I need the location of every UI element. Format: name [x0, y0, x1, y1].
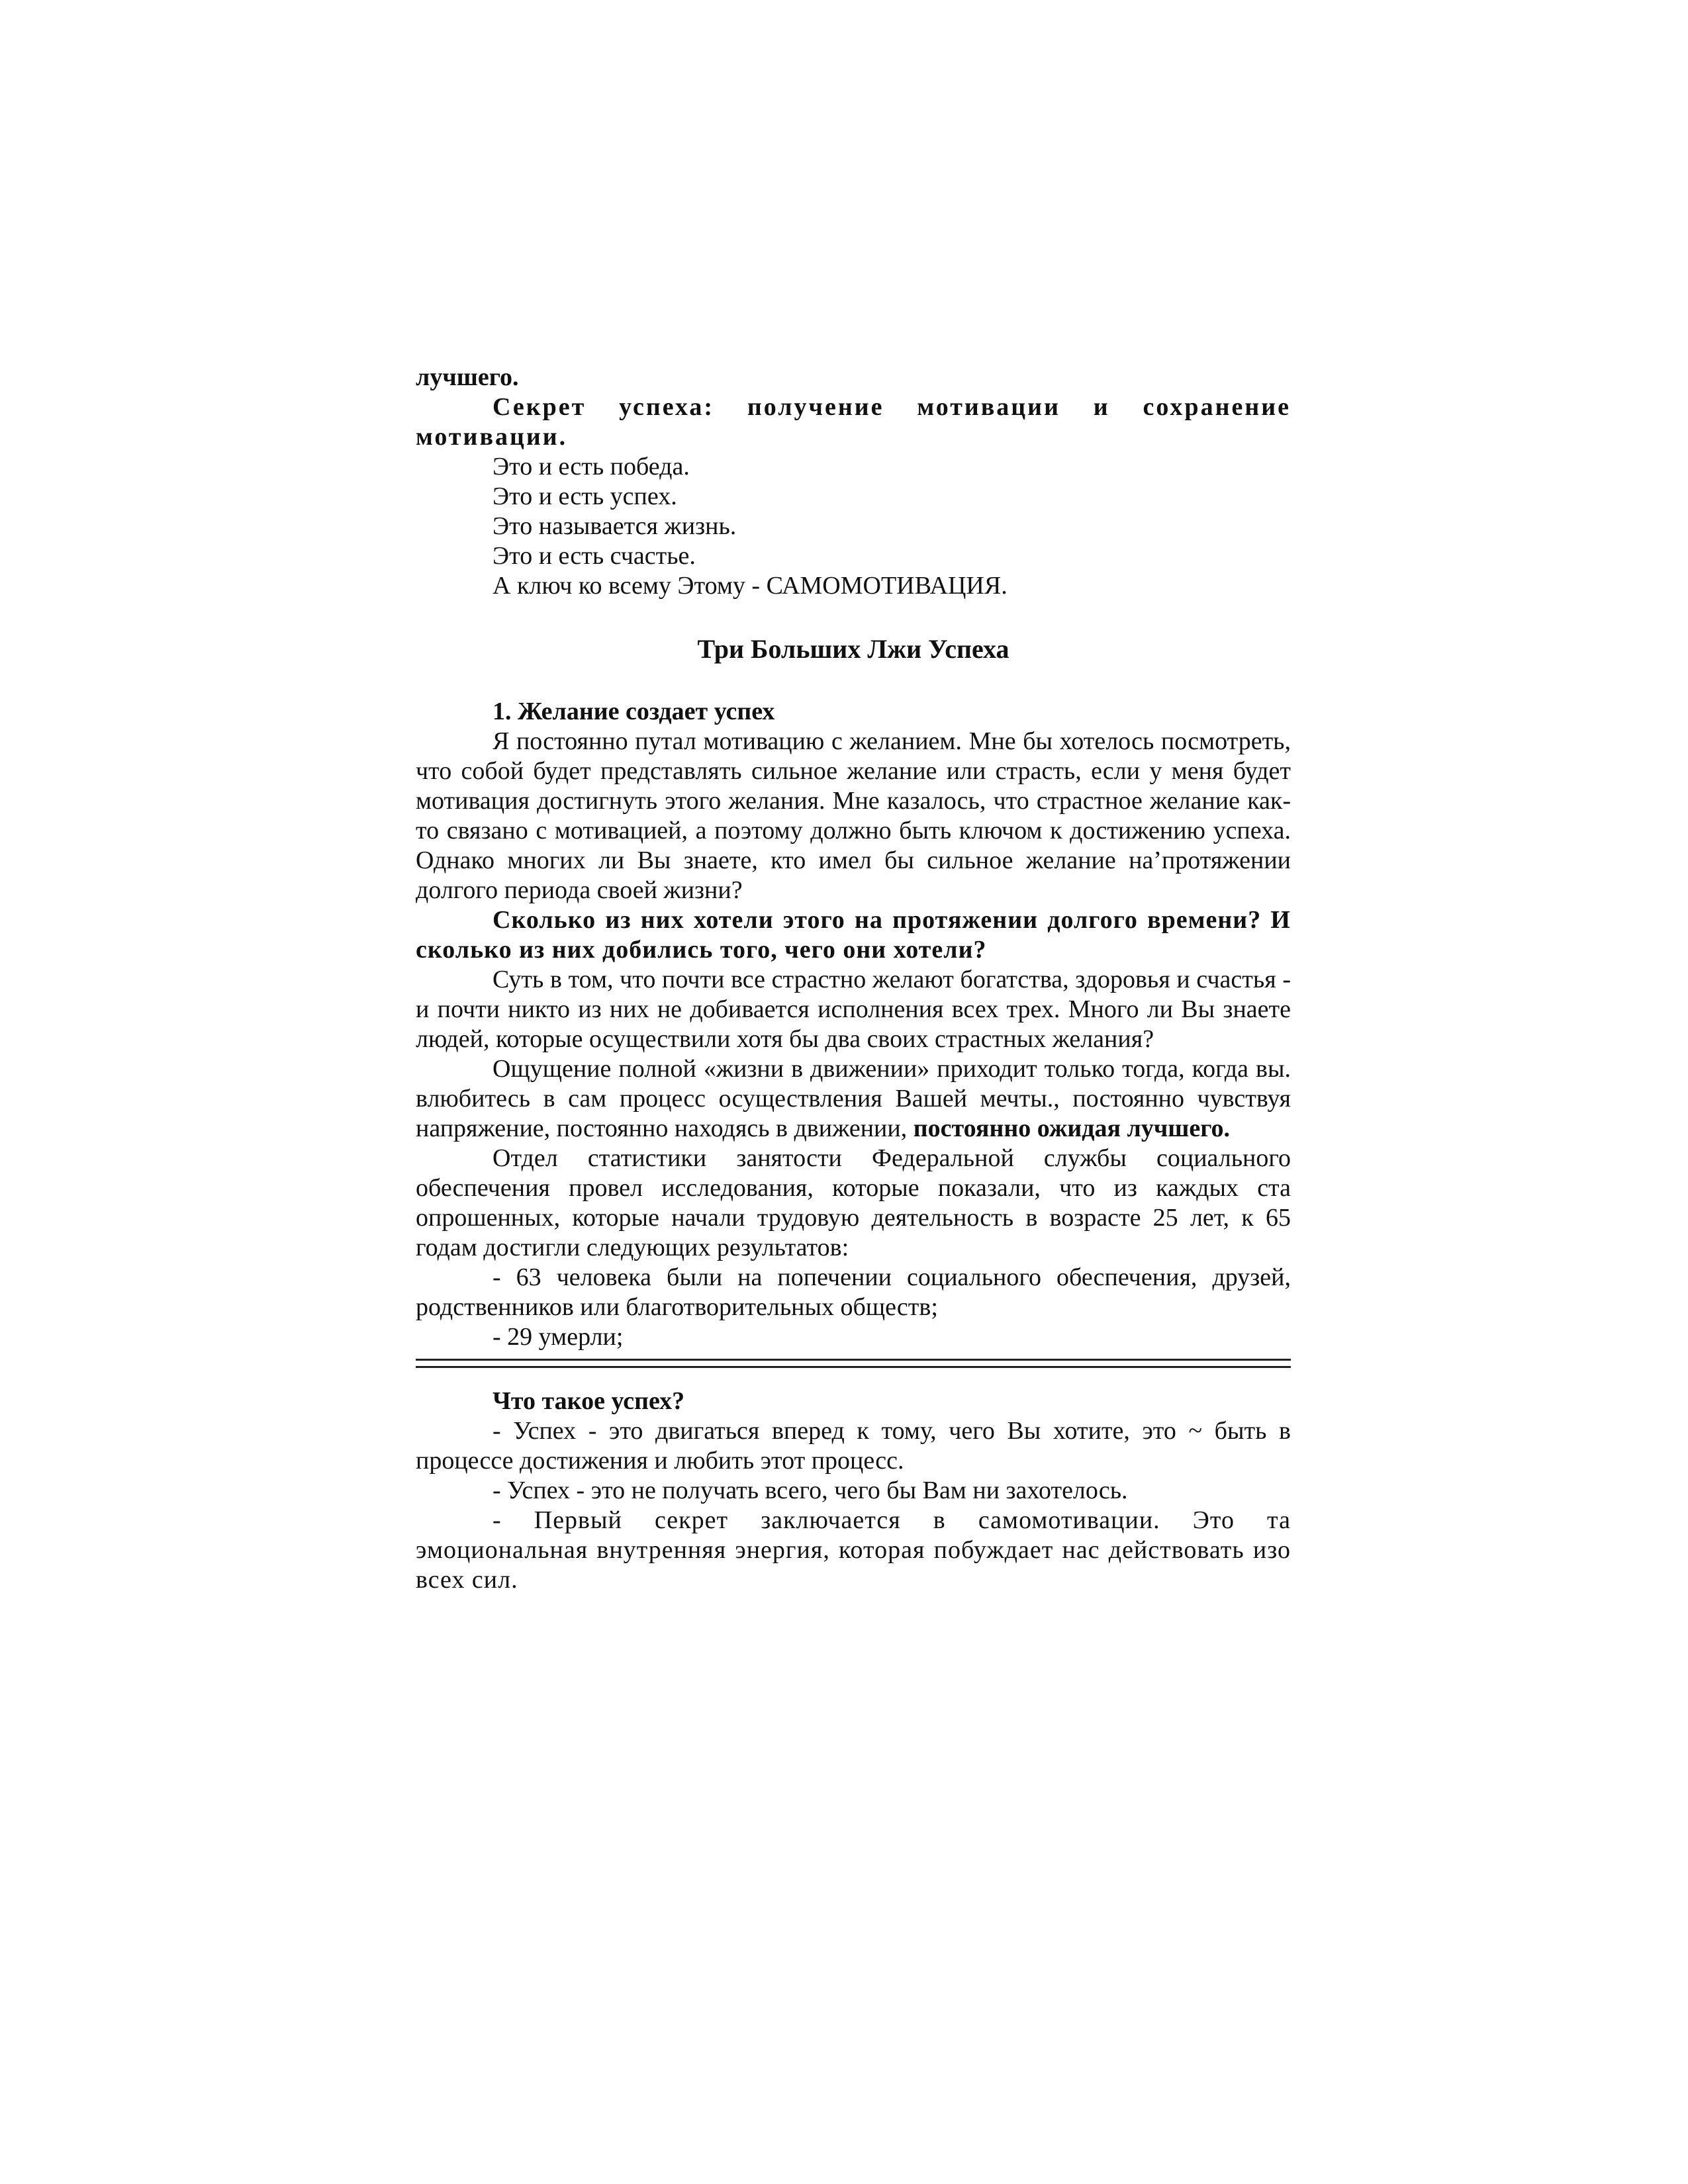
- paragraph-desire: Я постоянно путал мотивацию с желанием. Мне бы хотелось посмотреть, что собой будет представлять сильное желание или страсть, если у меня будет мотивация достигнуть этого желания. Мне казалось, что страстное желание как-то связано с мотивацией, а поэтому должно быть ключом к достижению успеха. Однако многих ли Вы знаете, кто имел бы сильное желание на’протяжении долгого периода своей жизни?: [416, 727, 1291, 904]
- paragraph-wealth: Суть в том, что почти все страстно желают богатства, здоровья и счастья - и почти никто из них не добивается исполнения всех трех. Много ли Вы знаете людей, которые осуществили хотя бы два своих страстных желания?: [416, 966, 1291, 1053]
- stat-item: - 29 умерли;: [492, 1323, 624, 1351]
- intro-line: А ключ ко всему Этому - САМОМОТИВАЦИЯ.: [492, 572, 1008, 600]
- stat-item: - 63 человека были на попечении социального обеспечения, друзей, родственников или благотворительных обществ;: [416, 1263, 1291, 1321]
- document-page: [416, 363, 1291, 1595]
- section-subheading: 1. Желание создает успех: [492, 698, 775, 725]
- paragraph-statistics: Отдел статистики занятости Федеральной службы социального обеспечения провел исследования, которые показали, что из каждых ста опрошенных, которые начали трудовую деятельность в возрасте 25 лет, к 65 годам достигли следующих результатов:: [416, 1144, 1291, 1261]
- paragraph-motion: [416, 1054, 1291, 1144]
- bold-question: Сколько из них хотели этого на протяжении долгого времени? И сколько из них добились того, чего они хотели?: [416, 906, 1291, 964]
- paragraph-motion-text: Ощущение полной «жизни в движении» приходит только тогда, когда вы. влюбитесь в сам процесс осуществления Вашей мечты., постоянно чувствуя напряжение, постоянно находясь в движении,: [416, 1055, 1291, 1142]
- double-rule-divider: [416, 1359, 1291, 1368]
- continued-word: лучшего.: [416, 363, 519, 391]
- intro-line: Это и есть победа.: [492, 453, 690, 480]
- rule-line: [416, 1366, 1291, 1368]
- box-heading: Что такое успех?: [492, 1387, 685, 1415]
- box-item: - Первый секрет заключается в самомотивации. Это та эмоциональная внутренняя энергия, которая побуждает нас действовать изо всех сил.: [416, 1506, 1291, 1594]
- paragraph-motion-bold: постоянно ожидая лучшего.: [913, 1115, 1231, 1142]
- intro-line: Это называется жизнь.: [492, 512, 737, 540]
- intro-line: Это и есть счастье.: [492, 542, 696, 570]
- intro-line: Это и есть успех.: [492, 482, 677, 510]
- rule-line: [416, 1359, 1291, 1361]
- secret-of-success-line: Секрет успеха: получение мотивации и сохранение мотивации.: [416, 393, 1291, 451]
- section-title: Три Больших Лжи Успеха: [697, 634, 1009, 664]
- box-item: - Успех - это не получать всего, чего бы Вам ни захотелось.: [492, 1477, 1128, 1504]
- box-item: - Успех - это двигаться вперед к тому, чего Вы хотите, это ~ быть в процессе достижения и любить этот процесс.: [416, 1417, 1291, 1475]
